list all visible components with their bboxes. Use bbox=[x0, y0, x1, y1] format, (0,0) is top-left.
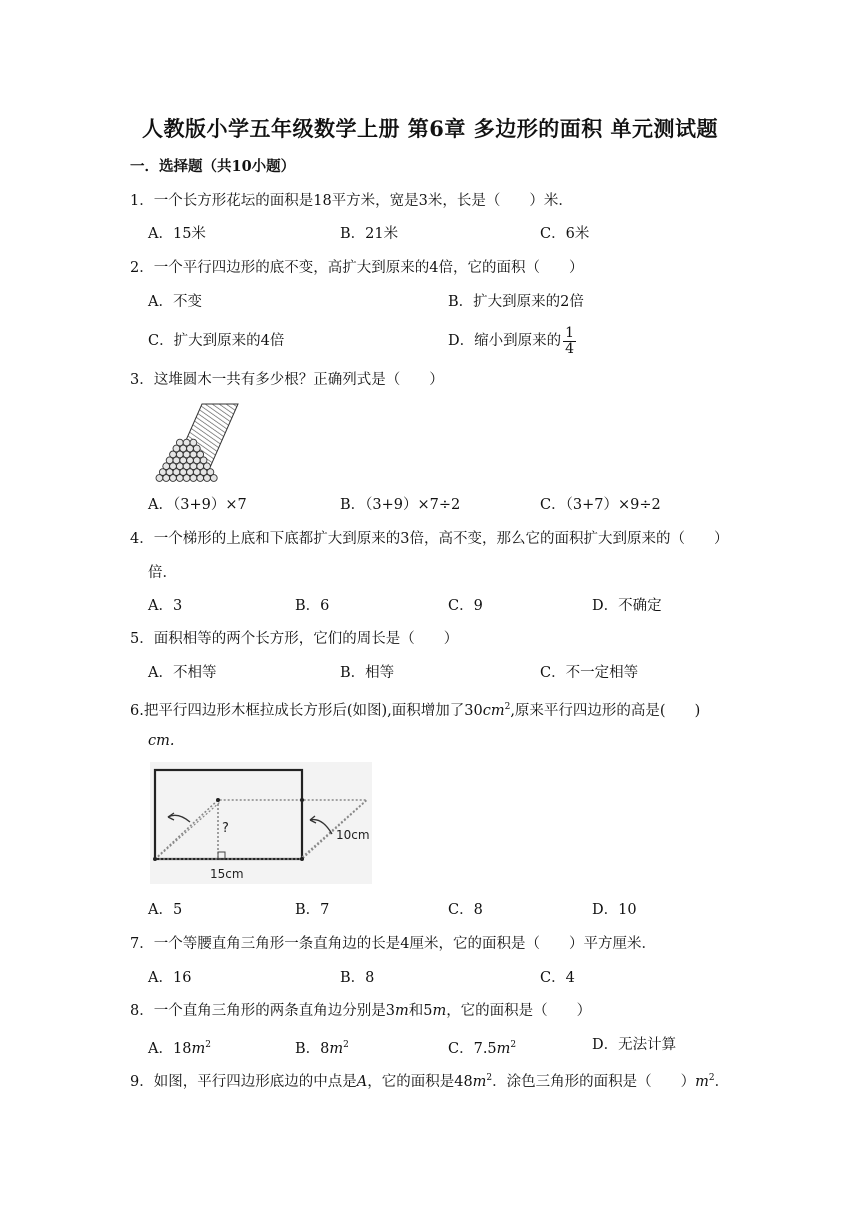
q9-stem-part-a: 9．如图，平行四边形底边的中点是 bbox=[130, 1073, 357, 1090]
page-title: 人教版小学五年级数学上册 第6章 多边形的面积 单元测试题 bbox=[141, 116, 719, 141]
q8-stem-part-c: ，它的面积是（ ） bbox=[446, 1003, 592, 1019]
height-label: ? bbox=[222, 821, 229, 836]
q9-unit-2: m bbox=[695, 1073, 709, 1090]
log-end bbox=[183, 439, 190, 446]
q8-unit-2: m bbox=[432, 1003, 447, 1019]
q4-option-a: A．3 bbox=[148, 598, 183, 614]
q4-option-b: B．6 bbox=[295, 598, 330, 614]
question-1-stem: 1．一个长方形花坛的面积是18平方米，宽是3米，长是（ ）米． bbox=[130, 193, 573, 209]
q8-option-a-exp: 2 bbox=[205, 1040, 211, 1050]
q8-option-a-unit: m bbox=[191, 1040, 206, 1057]
q1-option-c: C．6米 bbox=[540, 226, 590, 242]
q8-stem-part-a: 8．一个直角三角形的两条直角边分别是3 bbox=[130, 1003, 395, 1019]
question-4-stem: 4．一个梯形的上底和下底都扩大到原来的3倍，高不变，那么它的面积扩大到原来的（ ） bbox=[130, 531, 729, 547]
q6-unit: cm bbox=[482, 702, 505, 719]
q8-option-b bbox=[295, 1035, 349, 1059]
q1-option-b: B．21米 bbox=[340, 226, 399, 242]
q8-option-c bbox=[448, 1035, 516, 1059]
q7-option-b: B．8 bbox=[340, 970, 375, 986]
q8-option-b-unit: m bbox=[329, 1040, 344, 1057]
q4-option-d: D．不确定 bbox=[592, 598, 662, 614]
log-pile-figure bbox=[150, 400, 245, 485]
q2-option-d bbox=[448, 323, 576, 359]
q8-stem-part-b: 和5 bbox=[408, 1003, 433, 1019]
q8-option-b-exp: 2 bbox=[343, 1040, 349, 1050]
question-8-stem bbox=[130, 1001, 591, 1021]
q6-option-a: A．5 bbox=[148, 902, 183, 918]
q6-option-d: D．10 bbox=[592, 902, 637, 918]
q9-point-label: A bbox=[356, 1073, 368, 1090]
fraction-denominator: 4 bbox=[565, 340, 575, 357]
q8-option-a bbox=[148, 1035, 211, 1059]
question-9-stem bbox=[130, 1068, 729, 1092]
log-end bbox=[176, 439, 183, 446]
q2-option-a: A．不变 bbox=[148, 294, 202, 310]
question-5-stem: 5．面积相等的两个长方形，它们的周长是（ ） bbox=[130, 631, 459, 647]
q8-option-c-unit: m bbox=[496, 1040, 511, 1057]
q6-option-c: C．8 bbox=[448, 902, 483, 918]
q1-option-a: A．15米 bbox=[148, 226, 206, 242]
q5-option-c: C．不一定相等 bbox=[540, 665, 639, 681]
question-2-stem: 2．一个平行四边形的底不变，高扩大到原来的4倍，它的面积（ ） bbox=[130, 260, 584, 276]
base-label: 15cm bbox=[210, 867, 244, 881]
q3-option-c: C．（3+7）×9÷2 bbox=[540, 497, 661, 513]
side-label: 10cm bbox=[336, 828, 370, 842]
question-6-stem-continued bbox=[148, 731, 174, 751]
q9-unit-2-exp: 2 bbox=[708, 1073, 715, 1083]
q9-stem-part-c: ．涂色三角形的面积是（ ） bbox=[492, 1073, 696, 1090]
q3-option-a: A．（3+9）×7 bbox=[148, 497, 247, 513]
q8-option-a-text: A．18 bbox=[148, 1040, 192, 1057]
q9-unit-1: m bbox=[472, 1073, 487, 1090]
q3-option-b: B．（3+9）×7÷2 bbox=[340, 497, 461, 513]
q8-option-c-exp: 2 bbox=[510, 1040, 517, 1050]
q5-option-b: B．相等 bbox=[340, 665, 395, 681]
q6-unit-exponent: 2 bbox=[504, 702, 511, 712]
parallelogram-rectangle-figure bbox=[150, 762, 372, 884]
q2-option-b: B．扩大到原来的2倍 bbox=[448, 294, 584, 310]
q2-option-c: C．扩大到原来的4倍 bbox=[148, 333, 285, 349]
q6-stem-part-b: ,原来平行四边形的高是( ) bbox=[510, 702, 701, 719]
q2-option-d-text: D．缩小到原来的 bbox=[448, 333, 562, 349]
q4-option-c: C．9 bbox=[448, 598, 483, 614]
question-6-stem bbox=[130, 697, 700, 721]
section-heading: 一．选择题（共10小题） bbox=[130, 158, 296, 175]
q9-stem-part-d: ． bbox=[714, 1073, 730, 1090]
question-3-stem: 3．这堆圆木一共有多少根？正确列式是（ ） bbox=[130, 372, 444, 388]
q6-unit-cm: cm. bbox=[148, 733, 175, 749]
q5-option-a: A．不相等 bbox=[148, 665, 217, 681]
question-4-stem-continued: 倍． bbox=[148, 565, 177, 581]
fraction-numerator: 1 bbox=[565, 324, 575, 341]
q7-option-a: A．16 bbox=[148, 970, 192, 986]
q8-option-c-text: C．7.5 bbox=[448, 1040, 497, 1057]
q9-stem-part-b: ，它的面积是48 bbox=[367, 1073, 473, 1090]
q6-stem-part-a: 6.把平行四边形木框拉成长方形后(如图),面积增加了30 bbox=[130, 702, 483, 719]
q8-unit-1: m bbox=[394, 1003, 409, 1019]
q6-option-b: B．7 bbox=[295, 902, 330, 918]
q9-unit-1-exp: 2 bbox=[486, 1073, 493, 1083]
log-end bbox=[190, 439, 197, 446]
q8-option-b-text: B．8 bbox=[295, 1040, 330, 1057]
q7-option-c: C．4 bbox=[540, 970, 575, 986]
fraction-one-quarter bbox=[563, 326, 576, 357]
q8-option-d: D．无法计算 bbox=[592, 1037, 677, 1053]
question-7-stem: 7．一个等腰直角三角形一条直角边的长是4厘米，它的面积是（ ）平方厘米． bbox=[130, 936, 656, 952]
